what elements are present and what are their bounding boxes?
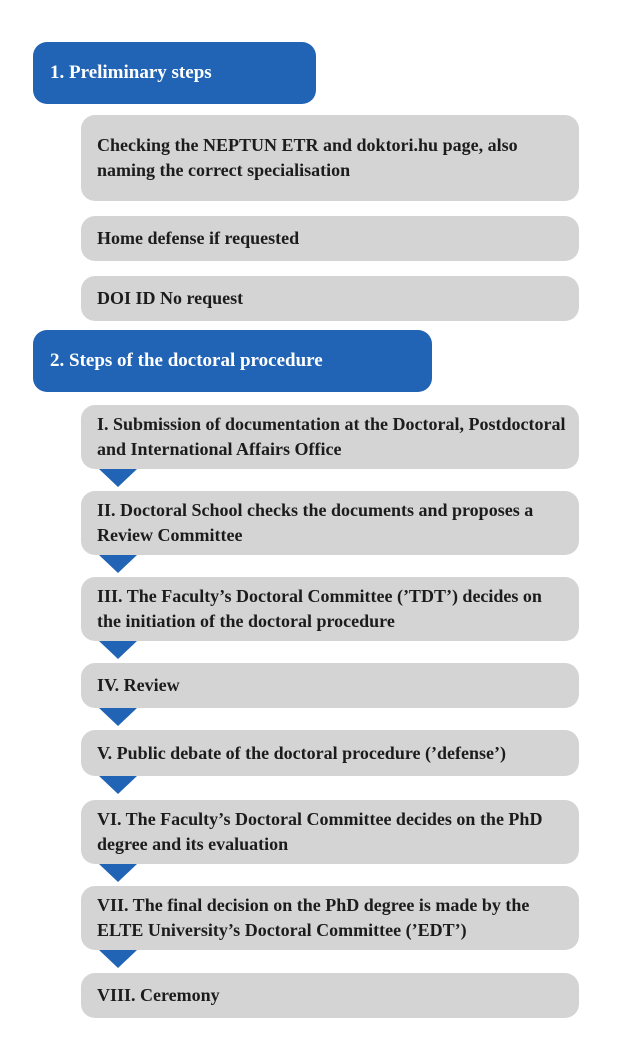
step-box-doctoral-school-check — [81, 491, 579, 555]
step-box-edt-final-decision — [81, 886, 579, 950]
step-text: VIII. Ceremony — [97, 985, 220, 1005]
step-box-ceremony — [81, 973, 579, 1018]
down-arrow-icon — [99, 864, 137, 882]
step-text: VI. The Faculty’s Doctoral Committee decides on the PhD degree and its evaluation — [97, 809, 543, 854]
step-box-home-defense — [81, 216, 579, 261]
down-arrow-icon — [99, 708, 137, 726]
section-header-doctoral-procedure — [33, 330, 432, 392]
section-title: 1. Preliminary steps — [50, 62, 212, 83]
step-text: IV. Review — [97, 675, 180, 695]
step-text: V. Public debate of the doctoral procedure (’defense’) — [97, 742, 506, 763]
step-text: III. The Faculty’s Doctoral Committee (’TDT’) decides on the initiation of the doctoral procedure — [97, 586, 542, 631]
step-box-doi-request — [81, 276, 579, 321]
down-arrow-icon — [99, 641, 137, 659]
step-box-review — [81, 663, 579, 708]
down-arrow-icon — [99, 950, 137, 968]
step-text: DOI ID No request — [97, 288, 244, 308]
step-box-faculty-decision — [81, 800, 579, 864]
step-box-public-debate — [81, 730, 579, 776]
down-arrow-icon — [99, 469, 137, 487]
step-box-check-neptun — [81, 115, 579, 201]
down-arrow-icon — [99, 776, 137, 794]
section-header-preliminary-steps — [33, 42, 316, 104]
down-arrow-icon — [99, 555, 137, 573]
step-box-tdt-initiation — [81, 577, 579, 641]
step-text: I. Submission of documentation at the Doctoral, Postdoctoral and International Affairs Office — [97, 414, 566, 459]
step-text: Home defense if requested — [97, 228, 300, 248]
section-title: 2. Steps of the doctoral procedure — [50, 350, 323, 371]
step-text: VII. The final decision on the PhD degree is made by the ELTE University’s Doctoral Committee (’EDT’) — [97, 895, 530, 940]
step-text: II. Doctoral School checks the documents and proposes a Review Committee — [97, 500, 534, 545]
step-box-submission — [81, 405, 579, 469]
step-text: Checking the NEPTUN ETR and doktori.hu page, also naming the correct specialisation — [97, 135, 518, 180]
